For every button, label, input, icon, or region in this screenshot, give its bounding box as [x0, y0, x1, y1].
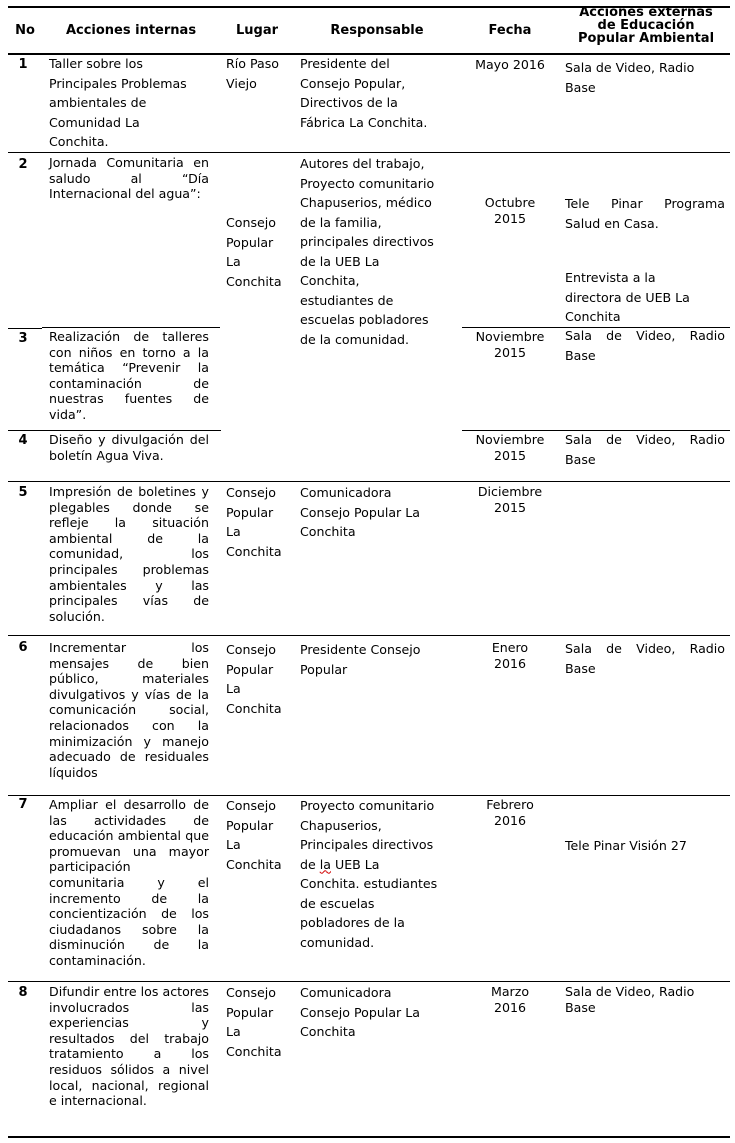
row-divider-7 — [8, 981, 730, 982]
row-1-externas: Sala de Video, Radio Base — [565, 60, 695, 95]
header-no: No — [15, 23, 35, 38]
row-2-fecha: Octubre 2015 — [484, 195, 536, 226]
row-2-externas-entrevista: Entrevista a la directora de UEB La Conchita — [565, 270, 690, 324]
header-acciones-internas: Acciones internas — [65, 23, 197, 38]
row-6-responsable: Presidente Consejo Popular — [300, 642, 421, 677]
row-6-lugar: Consejo Popular La Conchita — [226, 642, 282, 716]
row-divider-1 — [8, 152, 730, 153]
row-5-lugar: Consejo Popular La Conchita — [226, 485, 282, 559]
row-5-fecha: Diciembre 2015 — [477, 484, 543, 515]
row-3-externas: Sala de Video, Radio Base — [565, 328, 725, 363]
row-5-no: 5 — [18, 485, 28, 500]
row-8-fecha: Marzo 2016 — [490, 984, 530, 1015]
row-1-accion: Taller sobre los Principales Problemas ambientales de Comunidad La Conchita. — [49, 56, 187, 149]
row-2-no: 2 — [18, 157, 28, 172]
spellcheck-underline: la — [319, 856, 331, 872]
row-5-accion: Impresión de boletines y plegables donde se refleje la situación ambiental de la comunidad, los principales problemas ambientales y las principales vías de solución. — [49, 484, 209, 624]
row-2-accion: Jornada Comunitaria en saludo al “Día Internacional del agua”: — [49, 155, 209, 202]
header-acciones-externas: Acciones externas de Educación Popular Ambiental — [577, 5, 715, 46]
row-6-no: 6 — [18, 640, 28, 655]
row-1-no: 1 — [18, 57, 28, 72]
header-lugar: Lugar — [235, 23, 279, 38]
row-8-externas: Sala de Video, Radio Base — [565, 984, 695, 1015]
row-divider-5 — [8, 635, 730, 636]
row-1-fecha: Mayo 2016 — [475, 57, 545, 72]
row-1-responsable: Presidente del Consejo Popular, Directivos de la Fábrica La Conchita. — [300, 56, 428, 130]
row-8-responsable: Comunicadora Consejo Popular La Conchita — [300, 985, 420, 1039]
row-8-no: 8 — [18, 985, 28, 1000]
row-3-fecha: Noviembre 2015 — [475, 329, 545, 360]
row-divider-2-no — [8, 328, 42, 329]
table-bottom-rule — [8, 1136, 730, 1138]
row-3-no: 3 — [18, 331, 28, 346]
row-1-lugar: Río Paso Viejo — [226, 56, 279, 91]
row-4-accion: Diseño y divulgación del boletín Agua Viva. — [49, 432, 209, 463]
header-responsable: Responsable — [330, 23, 424, 38]
header-fecha: Fecha — [488, 23, 532, 38]
row-6-accion: Incrementar los mensajes de bien público, materiales divulgativos y vías de la comunicación social, relacionados con la minimización y manejo adecuado de residuales líquidos — [49, 640, 209, 780]
row-3-accion: Realización de talleres con niños en torno a la temática “Prevenir la contaminación de nuestras fuentes de vida”. — [49, 329, 209, 422]
row-6-fecha: Enero 2016 — [491, 640, 529, 671]
row-4-fecha: Noviembre 2015 — [475, 432, 545, 463]
row-8-accion: Difundir entre los actores involucrados las experiencias y resultados del trabajo tratamiento a los residuos sólidos a nivel local, nacional, regional e internacional. — [49, 984, 209, 1109]
row-divider-3-left — [8, 430, 221, 431]
lugar-rows-2-4: Consejo Popular La Conchita — [226, 215, 282, 289]
row-7-lugar: Consejo Popular La Conchita — [226, 798, 282, 872]
row-8-lugar: Consejo Popular La Conchita — [226, 985, 282, 1059]
row-7-no: 7 — [18, 797, 28, 812]
row-7-fecha: Febrero 2016 — [486, 797, 534, 828]
row-7-externas: Tele Pinar Visión 27 — [565, 838, 687, 853]
row-2-externas: Tele Pinar Programa Salud en Casa. — [565, 196, 725, 231]
row-6-externas: Sala de Video, Radio Base — [565, 641, 725, 676]
row-4-no: 4 — [18, 433, 28, 448]
row-7-responsable: Proyecto comunitario Chapuserios, Principales directivos de la UEB La Conchita. estudiantes de escuelas pobladores de la comunidad. — [300, 798, 438, 950]
row-4-externas: Sala de Video, Radio Base — [565, 432, 725, 467]
row-7-accion: Ampliar el desarrollo de las actividades de educación ambiental que promuevan una mayor participación comunitaria y el incremento de la concientización de los ciudadanos sobre la disminución de la contaminación. — [49, 797, 209, 968]
row-divider-2-left — [42, 327, 220, 328]
responsable-rows-2-3: Autores del trabajo, Proyecto comunitario Chapuserios, médico de la familia, principales directivos de la UEB La Conchita, estudiantes de escuelas pobladores de la comunidad. — [300, 156, 435, 347]
row-divider-4 — [8, 481, 730, 482]
row-5-responsable: Comunicadora Consejo Popular La Conchita — [300, 485, 420, 539]
